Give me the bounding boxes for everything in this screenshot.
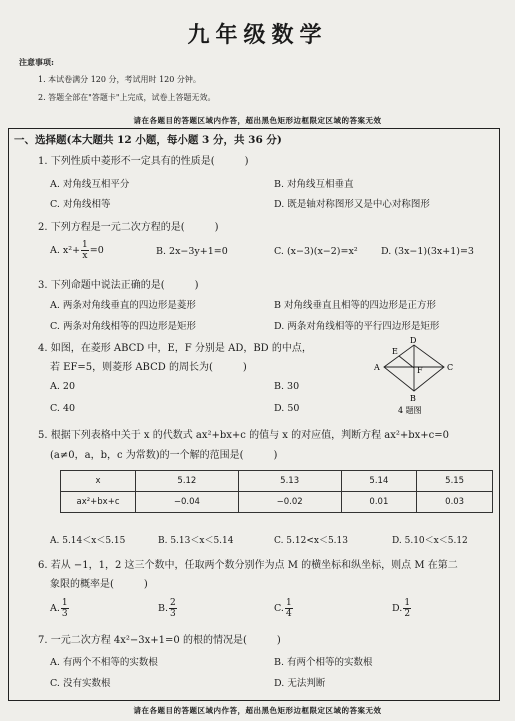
q1-option-a: A. 对角线互相平分 [50,179,130,190]
q3-option-d: D. 两条对角线相等的平行四边形是矩形 [274,321,440,332]
q3-stem: 3. 下列命题中说法正确的是( ) [38,280,199,291]
label-c: C [447,363,454,372]
label-b: B [410,394,416,403]
value-table [60,470,493,513]
table-cell: 0.03 [417,492,493,513]
section-title: 一、选择题(本大题共 12 小题，每小题 3 分，共 36 分) [14,134,282,146]
q4-option-a: A. 20 [50,381,75,392]
q4-option-c: C. 40 [50,403,76,414]
page-title: 九年级数学 [187,22,328,48]
q2-option-b: B. 2x−3y+1=0 [156,246,228,257]
q5-option-d: D. 5.10＜x＜5.12 [392,536,468,546]
figure-caption: 4 题图 [398,406,422,415]
table-cell: x [61,471,136,492]
note-1: 1. 本试卷满分 120 分，考试用时 120 分钟。 [38,75,201,84]
q2-option-d: D. (3x−1)(3x+1)=3 [381,246,474,257]
table-row [61,492,493,513]
banner-top: 请在各题目的答题区域内作答，超出黑色矩形边框限定区域的答案无效 [133,116,382,125]
q3-option-c: C. 两条对角线相等的四边形是矩形 [50,321,196,332]
q6-option-c: C. $\frac{1}{4}$ [274,598,292,619]
q5-option-b: B. 5.13＜x＜5.14 [158,536,234,546]
table-cell: −0.04 [136,492,239,513]
q7-option-b: B. 有两个相等的实数根 [274,657,373,668]
q1-option-b: B. 对角线互相垂直 [274,179,354,190]
table-cell: −0.02 [238,492,341,513]
label-d: D [410,336,417,345]
notes-heading: 注意事项: [19,57,54,67]
q4-option-b: B. 30 [274,381,300,392]
table-cell: ax²+bx+c [61,492,136,513]
q7-stem: 7. 一元二次方程 4x²−3x+1=0 的根的情况是( ) [38,635,281,646]
q4-option-d: D. 50 [274,403,300,414]
q2-option-c: C. (x−3)(x−2)=x² [274,246,358,257]
q5-option-c: C. 5.12<x＜5.13 [274,536,348,546]
label-a: A [374,363,380,372]
q5-stem-line1: 5. 根据下列表格中关于 x 的代数式 ax²+bx+c 的值与 x 的对应值，判断方程 ax²+bx+c=0 [38,430,450,441]
q6-option-b: B. $\frac{2}{3}$ [158,598,176,619]
q2-option-a: A. x²+ $\frac{1}{x}$ =0 [50,240,104,261]
q6-option-d: D. $\frac{1}{2}$ [392,598,411,619]
q1-option-c: C. 对角线相等 [50,199,111,210]
q6-stem-line2: 象限的概率是( ) [50,579,148,590]
q7-option-c: C. 没有实数根 [50,678,111,689]
q5-option-a: A. 5.14＜x＜5.15 [50,536,126,546]
q6-stem-line1: 6. 若从 −1，1，2 这三个数中，任取两个数分别作为点 M 的横坐标和纵坐标，则点 M 在第二 [38,560,458,571]
q3-option-a: A. 两条对角线垂直的四边形是菱形 [50,300,196,311]
note-2: 2. 答题全部在"答题卡"上完成，试卷上答题无效。 [38,93,216,102]
table-cell: 0.01 [341,492,417,513]
q1-stem: 1. 下列性质中菱形不一定具有的性质是( ) [38,156,249,167]
q7-option-d: D. 无法判断 [274,678,326,689]
q1-option-d: D. 既是轴对称图形又是中心对称图形 [274,199,430,210]
table-cell: 5.15 [417,471,493,492]
table-cell: 5.14 [341,471,417,492]
q5-stem-line2: (a≠0，a，b，c 为常数)的一个解的范围是( ) [50,450,278,461]
label-e: E [392,347,398,356]
q2-stem: 2. 下列方程是一元二次方程的是( ) [38,222,219,233]
table-cell: 5.12 [136,471,239,492]
q4-stem-line1: 4. 如图，在菱形 ABCD 中，E，F 分别是 AD，BD 的中点， [38,343,312,354]
banner-bottom: 请在各题目的答题区域内作答，超出黑色矩形边框限定区域的答案无效 [133,706,382,715]
q7-option-a: A. 有两个不相等的实数根 [50,657,158,668]
table-cell: 5.13 [238,471,341,492]
segment-ef [399,356,414,368]
q3-option-b: B 对角线垂直且相等的四边形是正方形 [274,300,437,311]
rhombus-figure [372,335,492,420]
table-row [61,471,493,492]
q6-option-a: A. $\frac{1}{3}$ [50,598,68,619]
q4-stem-line2: 若 EF=5，则菱形 ABCD 的周长为( ) [50,362,247,373]
label-f: F [417,366,423,375]
